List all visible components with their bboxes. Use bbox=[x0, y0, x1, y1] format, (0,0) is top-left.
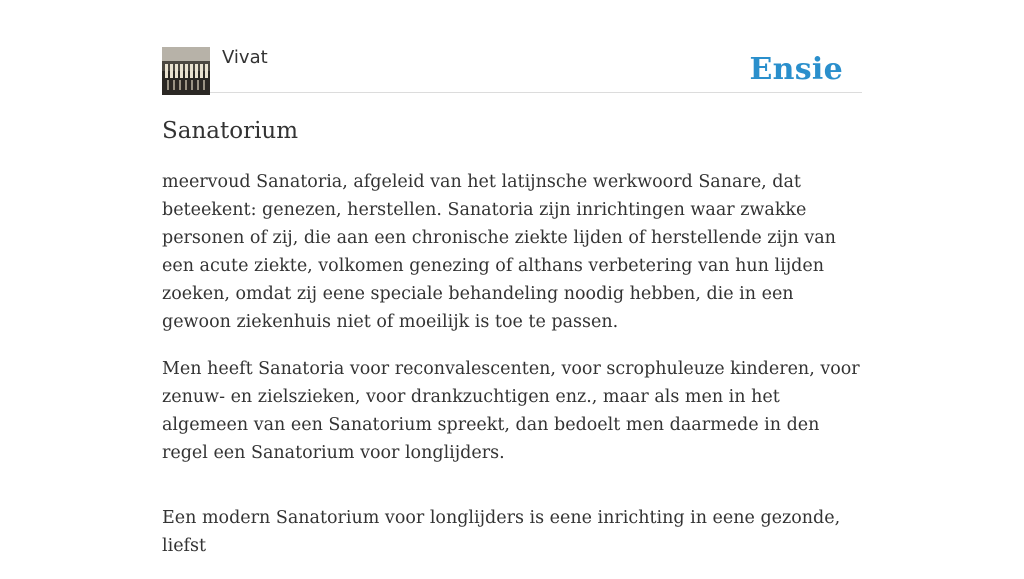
page-title: Sanatorium bbox=[162, 118, 299, 144]
brand-logo[interactable]: Ensie bbox=[749, 52, 843, 87]
typewriter-avatar-icon bbox=[162, 47, 210, 95]
header bbox=[162, 46, 862, 93]
avatar[interactable] bbox=[162, 47, 210, 95]
article-paragraph: Men heeft Sanatoria voor reconvalescenten, voor scrophuleuze kinderen, voor zenuw- en zielszieken, voor drankzuchtigen enz., maar als men in het algemeen van een Sanatorium spreekt, dan bedoelt men daarmede in den regel een Sanatorium voor longlijders. bbox=[162, 359, 860, 463]
article-paragraph: meervoud Sanatoria, afgeleid van het latijnsche werkwoord Sanare, dat beteekent: genezen, herstellen. Sanatoria zijn inrichtingen waar zwakke personen of zij, die aan een chronische ziekte lijden of herstellende zijn van een acute ziekte, volkomen genezing of althans verbetering van hun lijden zoeken, omdat zij eene speciale behandeling noodig hebben, die in een gewoon ziekenhuis niet of moeilijk is toe te passen. bbox=[162, 172, 836, 332]
article-body bbox=[162, 168, 864, 579]
article-paragraph: Een modern Sanatorium voor longlijders is eene inrichting in eene gezonde, liefst bbox=[162, 508, 841, 556]
author-name[interactable]: Vivat bbox=[222, 47, 268, 68]
